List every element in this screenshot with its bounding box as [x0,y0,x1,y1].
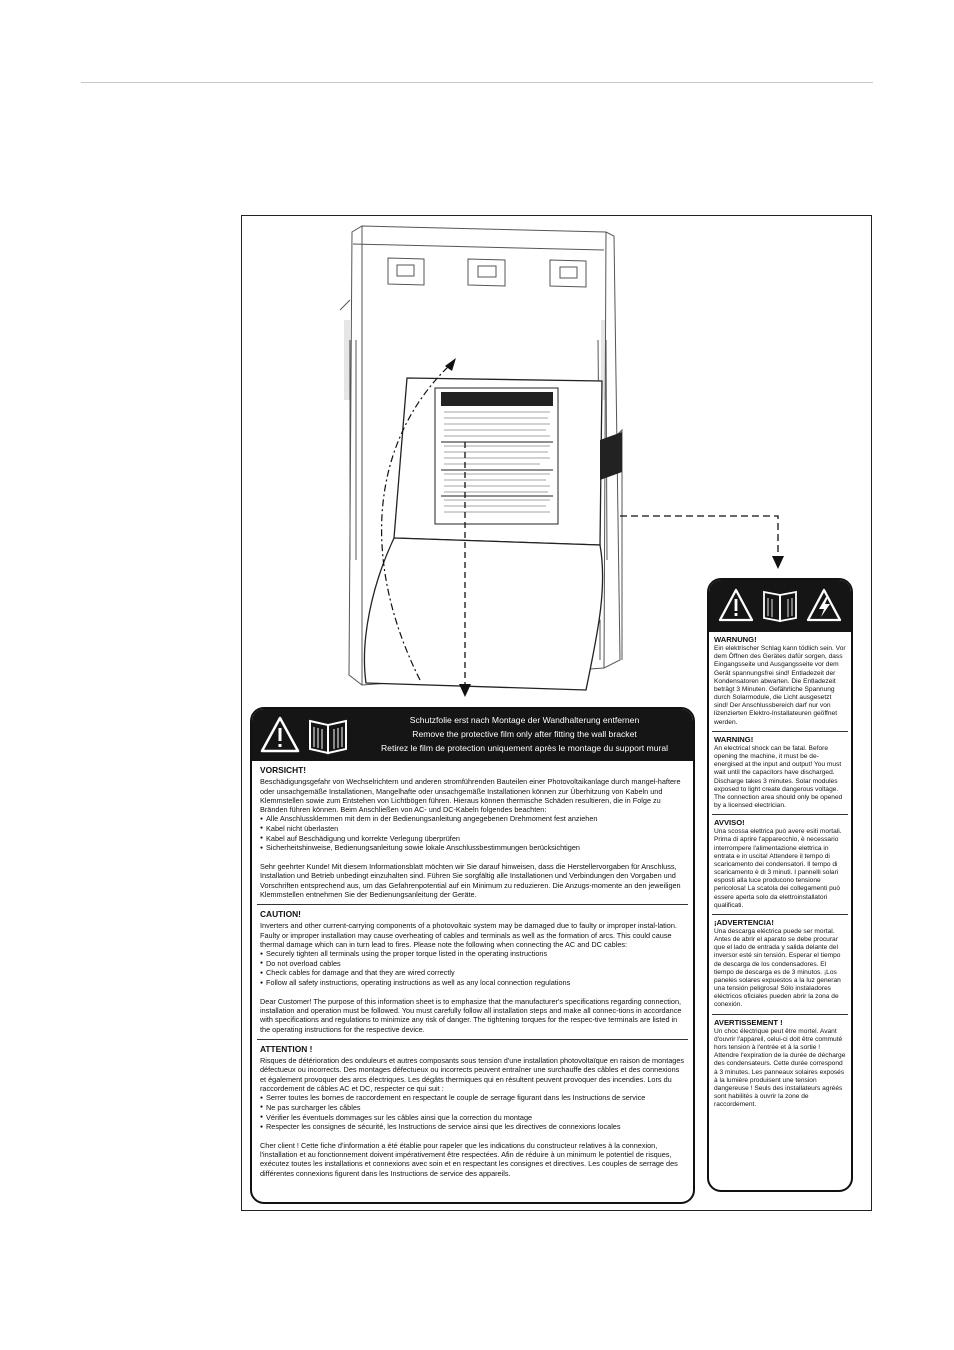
section-divider [257,904,688,905]
electric-shock-icon [808,590,840,620]
bullet-list-fr [260,1093,685,1132]
section-title-fr: ATTENTION ! [260,1043,313,1054]
small-label-header [709,580,851,632]
header-line-en: Remove the protective film only after fitting the wall bracket [412,729,637,739]
section-divider [712,731,848,732]
warning-title-es: ¡ADVERTENCIA! [714,917,774,927]
section-intro-de: Beschädigungsgefahr von Wechselrichtern und anderen stromführenden Bauteilen einer Photovoltaikanlage durch mangel-haftere oder unsachgemäße Installationen, Mangelhafte oder unsachgemäße Installationen können zur Überhitzung von Kabeln und Klemmstellen sowie zum Entstehen von Lichtbögen führen. Hieraus können thermische Schäden resultieren, die in Folge zu Bränden führen können. Beim Anschließen von AC- und DC-Kabeln folgendes beachten: [260,777,681,814]
section-intro-en: Inverters and other current-carrying components of a photovoltaic system may be damaged due to faulty or improper instal-lation. Faulty or improper installation may cause overheating of cables and terminals as well as the formation of arcs. This could cause thermal damage which can in turn lead to fires. Please note the following when connecting the AC and DC cables: [260,921,677,949]
open-manual-icon [310,721,346,753]
header-line-fr: Retirez le film de protection uniquement après le montage du support mural [380,743,669,753]
bullet-item: ● Alle Anschlussklemmen mit dem in der Bedienungsanleitung angegebenen Drehmoment fest anziehen [260,814,685,824]
bullet-item: ● Ne pas surcharger les câbles [260,1103,685,1113]
warning-text-it: Una scossa elettrica può avere esiti mortali. Prima di aprire l'apparecchio, è necessario interrompere l'alimentazione elettrica in entrata e in uscita! Attendere il tempo di scaricamento dei condensatori. Il tempo di scaricamento è di 3 minuti. I pannelli solari esposti alla luce producono tensione pericolosa! La scatola dei collegamenti può essere aperta solo da elettroinstallatori qualificati. [714,828,842,909]
warning-text-en: An electrical shock can be fatal. Before opening the machine, it must be de-energised at the input and output! You must wait until the capacitors have discharged. Discharge takes 3 minutes. Solar modules exposed to light create dangerous voltage. The connection area should only be opened by a licensed electrician. [714,744,843,809]
section-title-en: CAUTION! [260,909,301,920]
bullet-item: ● Do not overload cables [260,959,685,969]
header-line-de: Schutzfolie erst nach Montage der Wandhalterung entfernen [409,715,640,725]
section-closing-en: Dear Customer! The purpose of this information sheet is to emphasize that the manufacturer's specifications regarding connection, installation and operation must be followed. You must carefully follow all installation steps and make all connec-tions in accordance with specifications and regulations to minimize any risk of danger. The tightening torques for the respec-tive terminals are listed in the operating instructions for the respective device. [260,996,682,1034]
warning-title-en: WARNING! [714,734,754,744]
section-intro-fr: Risques de détérioration des onduleurs et autres composants sous tension d'une installation photovoltaïque en raison de montages défectueux ou incorrects. Des montages défectueux ou incorrects peuvent entraîner une surchauffe des câbles et des connexions et également provoquer des arcs électriques. Les dégâts thermiques qui en résultent peuvent provoquer des incendies. Lors du raccordement de câbles AC et DC, respecter ce qui suit : [260,1056,685,1093]
section-divider [712,914,848,915]
bullet-list-de [260,814,685,853]
section-divider [712,1014,848,1015]
section-divider [712,814,848,815]
label-header [252,709,693,761]
warning-triangle-icon [720,590,752,620]
section-closing-fr: Cher client ! Cette fiche d'information a été établie pour rapeler que les indications du constructeur relatives à la connexion, l'installation et au fonctionnement doivent impérativement être respectées. Afin de réduire à un minimum le potentiel de risques, exécutez toutes les installations et connexions avec soin et en respectant les consignes et directives. Les couples de serrage des différentes connexions figurent dans les Instructions de service des appareils. [260,1140,678,1178]
bullet-item: ● Securely tighten all terminals using the proper torque listed in the operating instructions [260,949,685,959]
section-title-de: VORSICHT! [260,765,307,775]
bullet-item: ● Follow all safety instructions, operating instructions as well as any local connection regulations [260,978,685,988]
section-divider [257,1039,688,1040]
electric-shock-warning-label [707,578,853,1192]
section-closing-de: Sehr geehrter Kunde! Mit diesem Informationsblatt möchten wir Sie darauf hinweisen, dass die Herstellervorgaben für Anschluss, Installation und Betrieb unbedingt einzuhalten sind. Führen Sie sorgfältig alle Installationen und Verbindungen den Vorgaben und Vorschriften entsprechend aus, um das Gefahrenpotential auf ein Minimum zu reduzieren. Die Anzugs-momente an den jeweiligen Klemmstellen entnehmen Sie der Bedienungsanleitung der Geräte. [260,862,681,899]
bullet-list-en [260,949,685,988]
protective-film-label [250,707,695,1204]
bullet-item: ● Kabel nicht überlasten [260,824,685,834]
bullet-item: ● Respecter les consignes de sécurité, les Instructions de service ainsi que les directives de connexions locales [260,1122,685,1132]
bullet-item: ● Sicherheitshinweise, Bedienungsanleitung sowie lokale Anschlussbestimmungen berücksichtigen [260,843,685,853]
open-manual-icon [764,592,796,621]
warning-text-de: Ein elektrischer Schlag kann tödlich sein. Vor dem Öffnen des Gerätes dafür sorgen, dass Eingangsseite und Ausgangsseite vor dem Gerät spannungsfrei sind! Entladezeit der Kondensatoren abwarten. Die Entladezeit beträgt 3 Minuten. Gefährliche Spannung durch Solarmodule, die Licht ausgesetzt sind! Der Anschlussbereich darf nur von lizenzierten Elektro-Installateuren geöffnet werden. [714,645,846,726]
bullet-item: ● Check cables for damage and that they are wired correctly [260,968,685,978]
bullet-item: ● Vérifier les éventuels dommages sur les câbles ainsi que la correction du montage [260,1113,685,1123]
bullet-item: ● Serrer toutes les bornes de raccordement en respectant le couple de serrage figurant dans les Instructions de service [260,1093,685,1103]
warning-text-fr: Un choc électrique peut être mortel. Avant d'ouvrir l'appareil, celui-ci doit être commuté hors tension à l'entrée et à la sortie ! Attendre l'expiration de la durée de décharge des condensateurs. Cette durée correspond à 3 minutes. Les panneaux solaires exposés à la lumière produisent une tension dangereuse ! Seuls des installateurs agréés sont habilités à ouvrir la zone de raccordement. [714,1027,846,1109]
warning-text-es: Una descarga eléctrica puede ser mortal. Antes de abrir el aparato se debe procurar que el lado de entrada y salida delante del inversor esté sin tensión. Esperar el tiempo de descarga de los condensadores. El tiempo de descarga es de 3 minutos. ¡Los paneles solares expuestos a la luz generan una tensión peligrosa! Sólo instaladores eléctricos oficiales pueden abrir la zona de conexión. [714,928,841,1009]
bullet-item: ● Kabel auf Beschädigung und korrekte Verlegung überprüfen [260,834,685,844]
warning-title-it: AVVISO! [714,818,745,828]
warning-title-de: WARNUNG! [714,635,757,644]
warning-triangle-icon [262,718,298,751]
warning-title-fr: AVERTISSEMENT ! [714,1017,783,1027]
